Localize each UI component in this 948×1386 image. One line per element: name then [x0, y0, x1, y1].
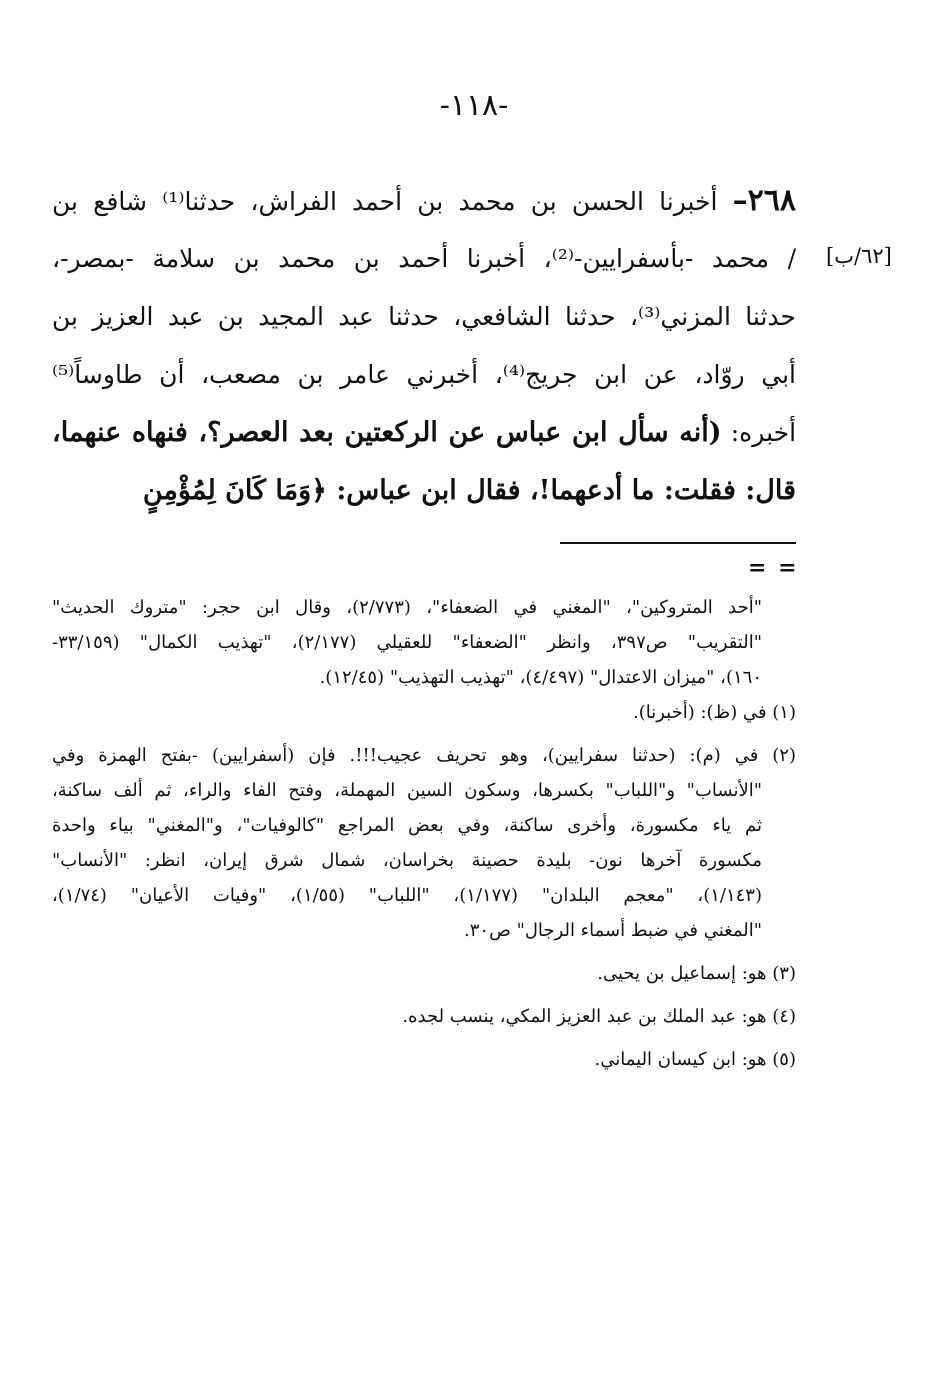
hadith-line-text: أخبرنا الحسن بن محمد بن أحمد الفراش، حدثنا⁽¹⁾ شافع بن: [52, 187, 718, 216]
footnote-2-line: "الأنساب" و"اللباب" بكسرها، وسكون السين المهملة، وفتح الفاء والراء، ثم ألف ساكنة،: [52, 780, 762, 801]
footnote-2-line: "المغني في ضبط أسماء الرجال" ص٣٠.: [464, 920, 762, 941]
hadith-line-2: / محمد -بأسفرايين-⁽²⁾، أخبرنا أحمد بن محمد بن سلامة -بمصر-،: [52, 244, 796, 273]
hadith-line-5: [52, 404, 796, 462]
page-number: -١١٨-: [439, 88, 509, 123]
footnotes: [52, 590, 796, 1077]
hadith-line-4: أبي روّاد، عن ابن جريج⁽⁴⁾، أخبرني عامر بن مصعب، أن طاوساً⁽⁵⁾: [52, 360, 796, 389]
footnote-1: (١) في (ظ): (أخبرنا).: [632, 702, 796, 723]
footnote-separator: [560, 542, 796, 544]
hadith-line-1: [52, 172, 796, 230]
footnote-continuation-line: "أحد المتروكين"، "المغني في الضعفاء"، (٢/٧٧٣)، وقال ابن حجر: "متروك الحديث": [52, 597, 762, 618]
footnote-2-line: (٢) في (م): (حدثنا سفرايين)، وهو تحريف عجيب!!!. فإن (أسفرايين) -بفتح الهمزة وفي: [52, 745, 796, 766]
footnote-continuation-line: ١٦٠)، "ميزان الاعتدال" (٤/٤٩٧)، "تهذيب التهذيب" (١٢/٤٥).: [319, 667, 762, 688]
hadith-text: [52, 172, 796, 520]
footnote-3: (٣) هو: إسماعيل بن يحيى.: [597, 963, 796, 984]
hadith-line-text: أخبره:: [730, 418, 796, 447]
footnote-2-line: ثم ياء مكسورة، وأخرى ساكنة، وفي بعض المراجع "كالوفيات"، و"المغني" بياء واحدة: [52, 815, 762, 836]
margin-folio-reference: [٦٢/ب]: [826, 244, 892, 268]
footnote-continuation-line: "التقريب" ص٣٩٧، وانظر "الضعفاء" للعقيلي (٢/١٧٧)، "تهذيب الكمال" (٣٣/١٥٩-: [52, 632, 762, 653]
hadith-line-3: حدثنا المزني⁽³⁾، حدثنا الشافعي، حدثنا عبد المجيد بن عبد العزيز بن: [52, 302, 796, 331]
hadith-number: ٢٦٨–: [732, 183, 796, 218]
footnote-2-line: مكسورة آخرها نون- بليدة حصينة بخراسان، شمال شرق إيران، انظر: "الأنساب": [52, 850, 762, 871]
hadith-matn: (أنه سأل ابن عباس عن الركعتين بعد العصر؟، فنهاه عنهما،: [52, 417, 722, 448]
footnote-2-line: (١/١٤٣)، "معجم البلدان" (١/١٧٧)، "اللباب" (١/٥٥)، "وفيات الأعيان" (١/٧٤)،: [52, 885, 762, 906]
hadith-line-6: قال: فقلت: ما أدعهما!، فقال ابن عباس: ﴿وَمَا كَانَ لِمُؤْمِنٍ: [142, 475, 796, 506]
footnote-5: (٥) هو: ابن كيسان اليماني.: [594, 1049, 796, 1070]
continuation-mark: = =: [748, 555, 799, 581]
footnote-4: (٤) هو: عبد الملك بن عبد العزيز المكي، ينسب لجده.: [402, 1006, 796, 1027]
